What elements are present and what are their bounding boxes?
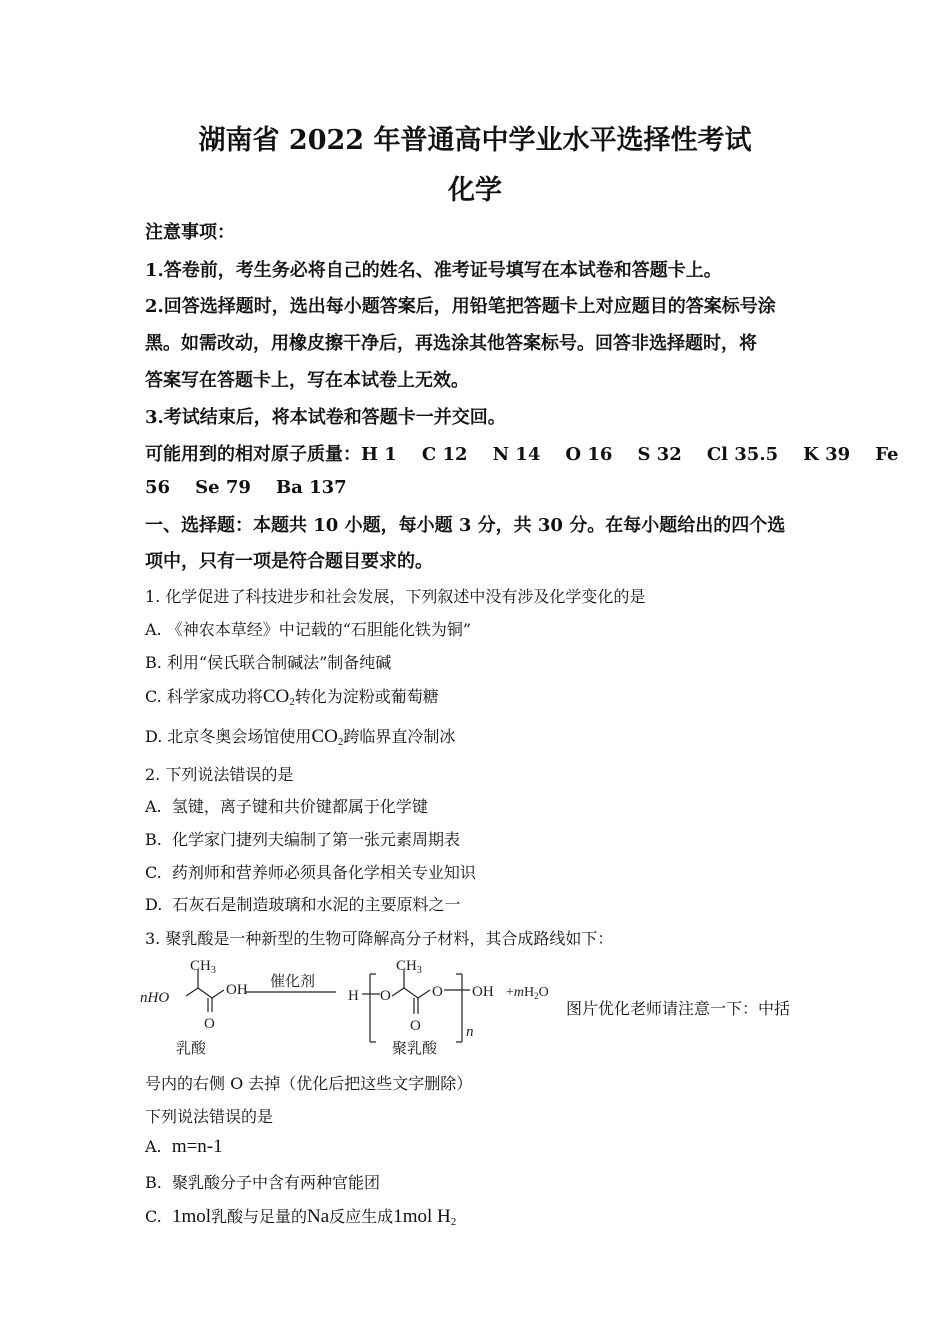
ch3-base: CH (396, 958, 417, 974)
atomic-mass-line-1: 可能用到的相对原子质量：H 1 C 12 N 14 O 16 S 32 Cl 35.5 K 39 Fe (145, 444, 899, 465)
q3-question: 下列说法错误的是 (145, 1107, 274, 1126)
q2-stem: 2. 下列说法错误的是 (145, 765, 294, 784)
q2-option-a: A. 氢键，离子键和共价键都属于化学键 (145, 797, 428, 816)
q1-option-c (145, 684, 439, 708)
co2-base: CO (311, 726, 338, 747)
water-coefficient: m (513, 985, 525, 1000)
hydrogen-base: 1mol H (393, 1206, 451, 1227)
editor-note-part-1: 图片优化老师请注意一下：中括 (566, 999, 791, 1018)
notice-item-3: 3.考试结束后，将本试卷和答题卡一并交回。 (145, 407, 506, 428)
catalyst-label: 催化剂 (270, 972, 316, 990)
notice-item-1: 1.答卷前，考生务必将自己的姓名、准考证号填写在本试卷和答题卡上。 (145, 260, 722, 281)
q1-option-d-text-post: 跨临界直冷制冰 (343, 727, 456, 746)
ch3-label (190, 958, 216, 976)
q3-stem: 3. 聚乳酸是一种新型的生物可降解高分子材料，其合成路线如下： (145, 929, 614, 948)
sodium-symbol: Na (307, 1206, 330, 1227)
bond (212, 990, 224, 998)
water-o: O (538, 985, 549, 1000)
q3-option-c-mol: 1mol (171, 1206, 211, 1227)
ch3-label (396, 958, 422, 976)
subject-title: 化学 (448, 175, 502, 206)
atomic-mass-line-2: 56 Se 79 Ba 137 (145, 477, 347, 498)
q3-option-a-formula: m=n-1 (171, 1136, 223, 1157)
polylactic-acid-label: 聚乳酸 (392, 1039, 438, 1057)
exam-title: 湖南省 2022 年普通高中学业水平选择性考试 (198, 125, 752, 156)
water-h: H (524, 985, 535, 1000)
notice-item-2-line-3: 答案写在答题卡上，写在本试卷上无效。 (145, 370, 469, 391)
water-label: $+mH_2O$ (506, 985, 549, 1001)
q1-option-d-text-pre: D. 北京冬奥会场馆使用 (145, 727, 312, 746)
hydrogen-amount (393, 1206, 456, 1227)
hydrogen-subscript: 2 (450, 1216, 457, 1228)
notice-heading: 注意事项： (145, 222, 235, 243)
q2-option-d: D. 石灰石是制造玻璃和水泥的主要原料之一 (145, 895, 461, 914)
q3-option-a (145, 1136, 223, 1158)
ch3-subscript: 3 (210, 965, 216, 976)
q3-option-c-label: C. (145, 1207, 162, 1226)
carbonyl-o-label: O (204, 1016, 215, 1032)
q1-option-d (145, 724, 455, 748)
q3-option-a-label: A. (145, 1137, 162, 1156)
bond (198, 988, 212, 998)
q1-stem: 1. 化学促进了科技进步和社会发展，下列叙述中没有涉及化学变化的是 (145, 587, 646, 606)
n-ho-label: nHO (140, 990, 170, 1006)
q1-option-c-text-post: 转化为淀粉或葡萄糖 (294, 687, 439, 706)
ester-o-label: O (380, 988, 391, 1004)
co2-subscript: 2 (289, 696, 295, 708)
carbonyl-o-label: O (410, 1018, 421, 1034)
h-label: H (348, 988, 359, 1004)
notice-item-2-line-1: 2.回答选择题时，选出每小题答案后，用铅笔把答题卡上对应题目的答案标号涂 (145, 296, 776, 317)
q2-option-b: B. 化学家门捷列夫编制了第一张元素周期表 (145, 830, 461, 849)
co2-formula (263, 686, 295, 707)
oh-label: OH (472, 984, 494, 1000)
repeat-n-label: n (466, 1024, 474, 1040)
co2-subscript: 2 (337, 736, 344, 748)
ester-o-label: O (432, 984, 443, 1000)
bond (404, 988, 418, 998)
q2-option-c: C. 药剂师和营养师必须具备化学相关专业知识 (145, 863, 476, 882)
q3-option-c (145, 1204, 456, 1228)
editor-note-part-2: 号内的右侧 O 去掉（优化后把这些文字删除） (145, 1074, 473, 1093)
q1-option-c-text-pre: C. 科学家成功将 (145, 687, 263, 706)
notice-item-2-line-2: 黑。如需改动，用橡皮擦干净后，再选涂其他答案标号。回答非选择题时，将 (145, 333, 757, 354)
co2-base: CO (262, 686, 290, 707)
bond (392, 988, 404, 996)
ch3-subscript: 3 (416, 965, 422, 976)
water-subscript: 2 (534, 991, 539, 1001)
synthesis-scheme-svg (140, 952, 580, 1064)
bond (418, 990, 430, 998)
q1-option-a: A. 《神农本草经》中记载的“石胆能化铁为铜” (145, 620, 472, 639)
co2-formula (311, 726, 343, 747)
section-heading-line-1: 一、选择题：本题共 10 小题，每小题 3 分，共 30 分。在每小题给出的四个选 (145, 515, 786, 536)
q1-option-b: B. 利用“侯氏联合制碱法”制备纯碱 (145, 653, 392, 672)
oh-label: OH (226, 982, 248, 998)
ch3-base: CH (190, 958, 211, 974)
q3-option-b: B. 聚乳酸分子中含有两种官能团 (145, 1173, 381, 1192)
synthesis-scheme (140, 952, 580, 1064)
q3-option-c-text-2: 反应生成 (329, 1207, 394, 1226)
lactic-acid-label: 乳酸 (176, 1039, 207, 1057)
section-heading-line-2: 项中，只有一项是符合题目要求的。 (145, 551, 433, 572)
bond (186, 988, 198, 996)
q3-option-c-text: 乳酸与足量的 (211, 1207, 308, 1226)
